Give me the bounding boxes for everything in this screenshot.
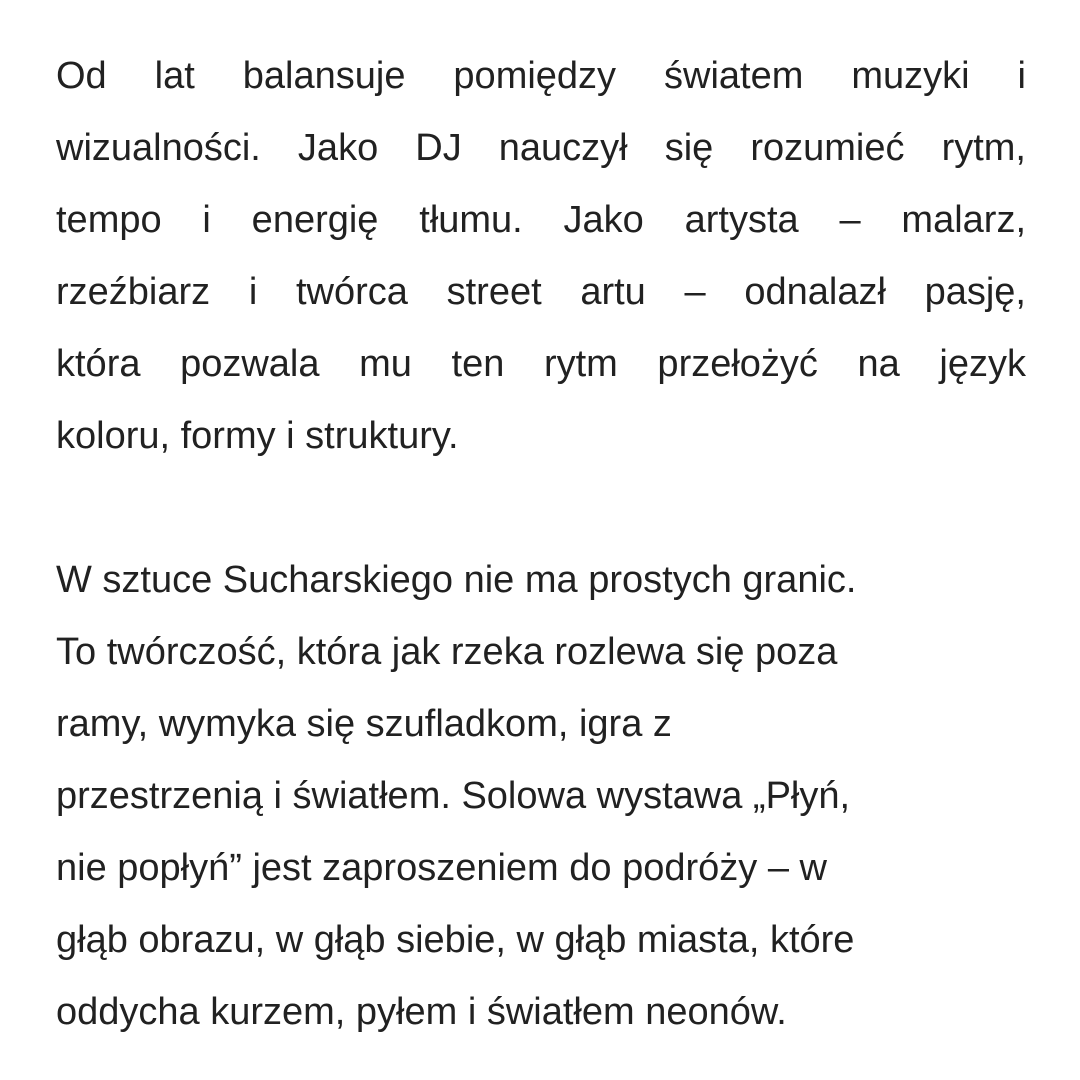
text-line: To twórczość, która jak rzeka rozlewa się poza — [56, 631, 838, 673]
text-line: oddycha kurzem, pyłem i światłem neonów. — [56, 991, 787, 1033]
text-line: Od lat balansuje pomiędzy światem muzyki i — [56, 55, 1026, 97]
text-line: przestrzenią i światłem. Solowa wystawa „Płyń, — [56, 775, 851, 817]
paragraph-2 — [56, 544, 1026, 1048]
text-line: W sztuce Sucharskiego nie ma prostych granic. — [56, 559, 857, 601]
text-line: rzeźbiarz i twórca street artu – odnalazł pasję, — [56, 271, 1026, 313]
text-line: koloru, formy i struktury. — [56, 415, 459, 457]
paragraph-1 — [56, 40, 1026, 472]
article-text — [56, 40, 1026, 1048]
text-line: która pozwala mu ten rytm przełożyć na język — [56, 343, 1026, 385]
text-line: wizualności. Jako DJ nauczył się rozumieć rytm, — [56, 127, 1026, 169]
text-line: ramy, wymyka się szufladkom, igra z — [56, 703, 672, 745]
text-line: tempo i energię tłumu. Jako artysta – malarz, — [56, 199, 1026, 241]
text-line: głąb obrazu, w głąb siebie, w głąb miasta, które — [56, 919, 855, 961]
text-line: nie popłyń” jest zaproszeniem do podróży – w — [56, 847, 827, 889]
